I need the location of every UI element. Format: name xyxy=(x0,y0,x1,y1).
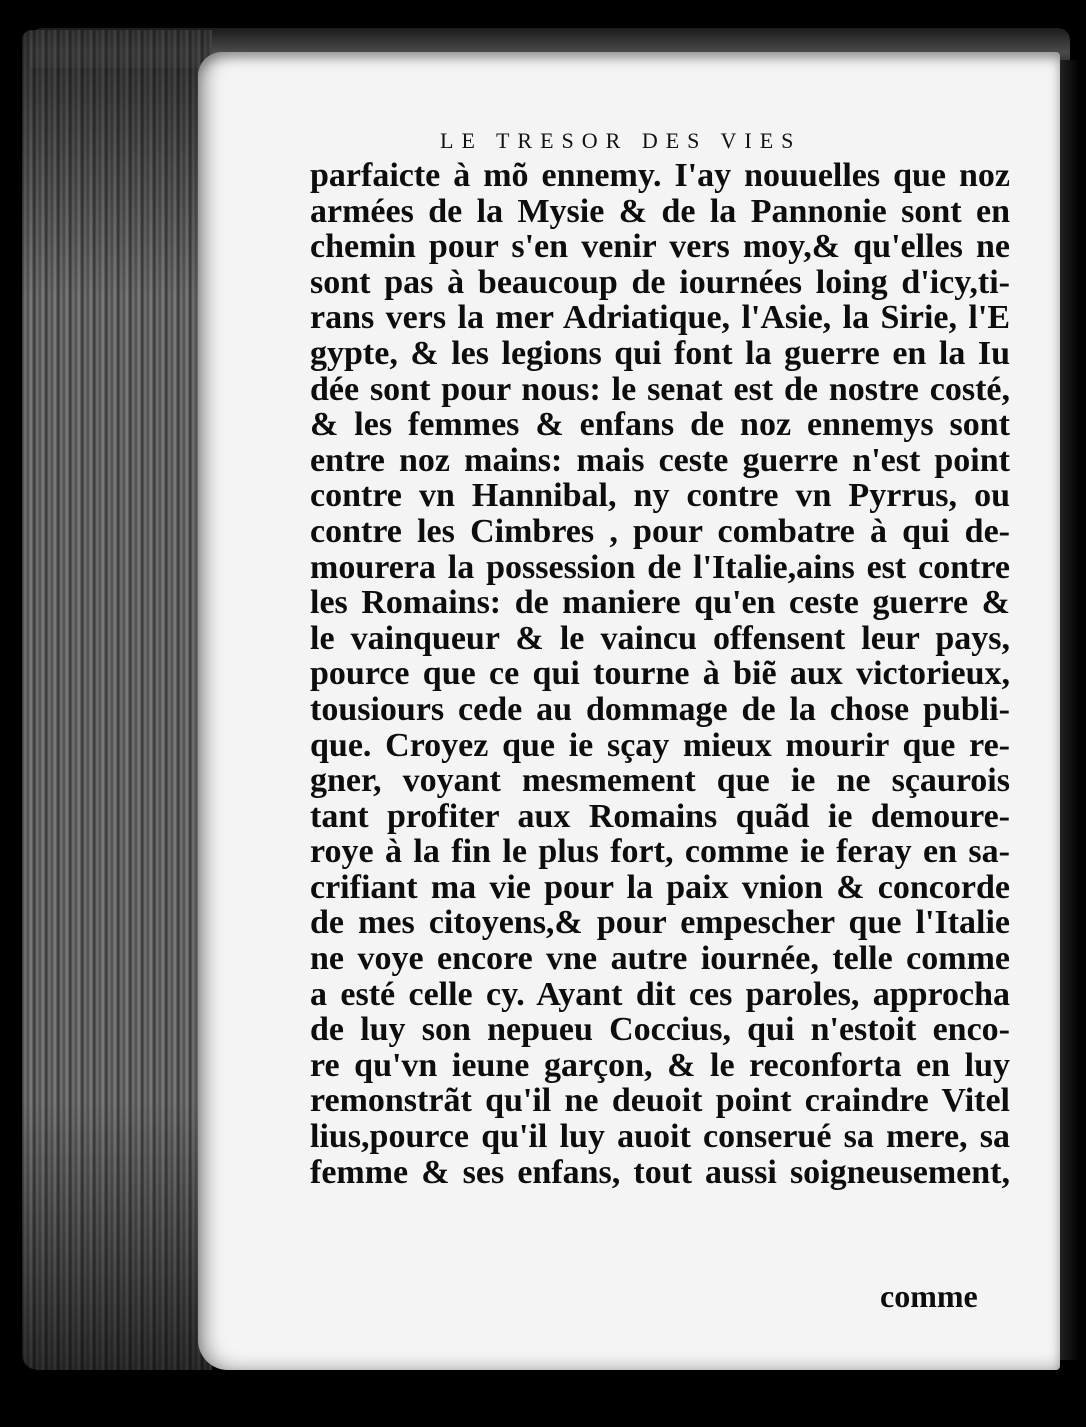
text-line: que. Croyez que ie sçay mieux mourir que re- xyxy=(310,727,1010,764)
text-line: le vainqueur & le vaincu offensent leur pays, xyxy=(310,620,1010,657)
text-line: armées de la Mysie & de la Pannonie sont en xyxy=(310,193,1010,230)
text-line: parfaicte à mõ ennemy. I'ay nouuelles que noz xyxy=(310,158,1010,194)
text-line: pource que ce qui tourne à biẽ aux victorieux, xyxy=(310,656,1010,692)
text-line: rans vers la mer Adriatique, l'Asie, la Sirie, l'E xyxy=(310,300,1010,336)
text-line: gypte, & les legions qui font la guerre en la Iu xyxy=(310,335,1010,372)
text-line: a esté celle cy. Ayant dit ces paroles, approcha xyxy=(310,976,1010,1013)
text-line: remonstrãt qu'il ne deuoit point craindre Vitel xyxy=(310,1083,1010,1120)
text-line: tousiours cede au dommage de la chose publi- xyxy=(310,691,1010,728)
text-line: de mes citoyens,& pour empescher que l'Italie xyxy=(310,905,1010,942)
text-line: chemin pour s'en venir vers moy,& qu'elles ne xyxy=(310,229,1010,265)
text-line: gner, voyant mesmement que ie ne sçaurois xyxy=(310,763,1010,799)
binding-edge xyxy=(1060,60,1080,1360)
running-head: LE TRESOR DES VIES xyxy=(440,128,802,153)
text-line: de luy son nepueu Coccius, qui n'estoit enco- xyxy=(310,1012,1010,1048)
text-line: crifiant ma vie pour la paix vnion & concorde xyxy=(310,869,1010,906)
text-line: tant profiter aux Romains quãd ie demoure- xyxy=(310,798,1010,835)
text-line: re qu'vn ieune garçon, & le reconforta en luy xyxy=(310,1047,1010,1084)
text-line: entre noz mains: mais ceste guerre n'est point xyxy=(310,442,1010,479)
body-text xyxy=(310,158,1030,1190)
text-line: lius,pource qu'il luy auoit conserué sa mere, sa xyxy=(310,1119,1010,1155)
page-fore-edge xyxy=(22,30,212,1370)
catchword: comme xyxy=(880,1278,978,1314)
text-line: roye à la fin le plus fort, comme ie feray en sa- xyxy=(310,834,1010,870)
text-line: les Romains: de maniere qu'en ceste guerre & xyxy=(310,585,1010,621)
text-line: contre les Cimbres , pour combatre à qui de- xyxy=(310,513,1010,550)
text-line: & les femmes & enfans de noz ennemys sont xyxy=(310,407,1010,443)
text-line: femme & ses enfans, tout aussi soigneusement, xyxy=(310,1154,1010,1191)
text-line: contre vn Hannibal, ny contre vn Pyrrus, ou xyxy=(310,478,1010,514)
text-line: mourera la possession de l'Italie,ains est contre xyxy=(310,549,1010,586)
text-line: dée sont pour nous: le senat est de nostre costé, xyxy=(310,371,1010,408)
text-line: sont pas à beaucoup de iournées loing d'icy,ti- xyxy=(310,264,1010,301)
text-line: ne voye encore vne autre iournée, telle comme xyxy=(310,941,1010,977)
